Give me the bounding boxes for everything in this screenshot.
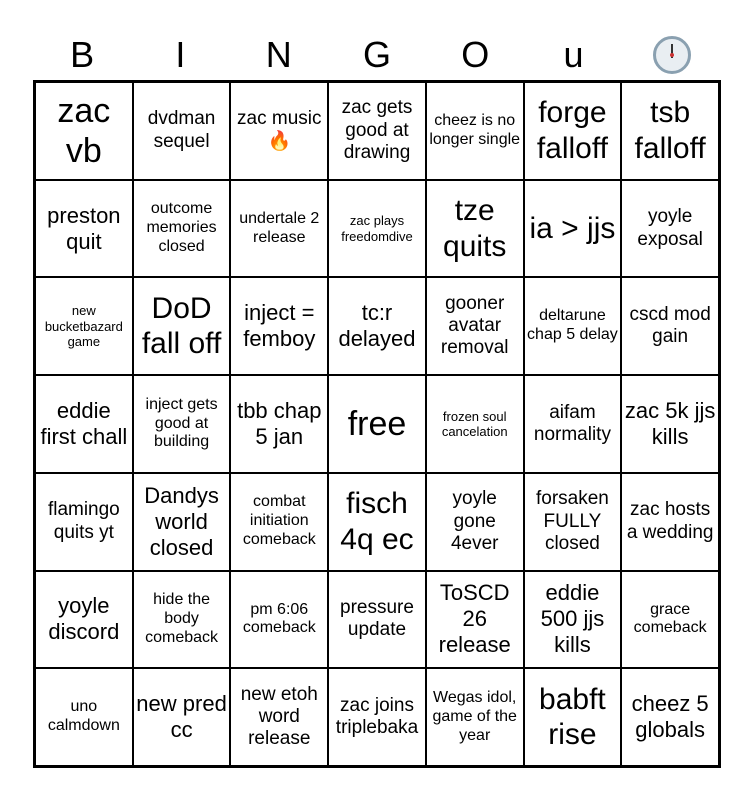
bingo-cell[interactable]	[328, 473, 426, 571]
bingo-cell-text: zac gets good at drawing	[341, 97, 413, 164]
bingo-cell[interactable]	[230, 473, 328, 571]
bingo-cell-text: zac 5k jjs kills	[624, 398, 716, 449]
header-letter-n: N	[265, 34, 292, 75]
bingo-cell-text: grace comeback	[633, 600, 707, 637]
bingo-cell-text: inject = femboy	[243, 300, 316, 352]
bingo-cell[interactable]	[524, 180, 622, 278]
bingo-cell-text: frozen soul cancelation	[441, 408, 508, 439]
bingo-cell-text: aifam normality	[533, 401, 611, 445]
bingo-cell-text: babft rise	[539, 682, 606, 752]
bingo-cell[interactable]	[426, 668, 524, 766]
bingo-cell[interactable]	[621, 668, 719, 766]
bingo-cell-text: dvdman sequel	[147, 108, 216, 152]
bingo-cell[interactable]	[230, 571, 328, 669]
bingo-cell[interactable]	[621, 375, 719, 473]
bingo-cell[interactable]	[524, 82, 622, 180]
bingo-cell[interactable]	[328, 277, 426, 375]
bingo-cell[interactable]	[328, 571, 426, 669]
bingo-cell[interactable]	[230, 180, 328, 278]
bingo-cell-text: forsaken FULLY closed	[535, 488, 609, 554]
bingo-cell-text: flamingo quits yt	[47, 499, 120, 543]
bingo-cell-text: combat initiation comeback	[242, 493, 316, 549]
bingo-cell[interactable]	[230, 668, 328, 766]
bingo-cell[interactable]	[230, 82, 328, 180]
bingo-cell[interactable]	[230, 277, 328, 375]
bingo-cell[interactable]	[524, 473, 622, 571]
bingo-cell-text: yoyle discord	[48, 593, 120, 645]
bingo-cell[interactable]	[426, 277, 524, 375]
header-letter-g: G	[362, 34, 391, 75]
bingo-cell[interactable]	[35, 277, 133, 375]
header-letter-u: u	[563, 34, 584, 75]
bingo-cell[interactable]	[621, 571, 719, 669]
bingo-cell[interactable]	[133, 668, 231, 766]
bingo-cell[interactable]	[426, 375, 524, 473]
bingo-cell-text: zac music 🔥	[237, 108, 322, 152]
bingo-cell-text: fisch 4q ec	[340, 487, 414, 556]
bingo-cell-text: forge falloff	[536, 96, 608, 165]
bingo-cell[interactable]	[35, 82, 133, 180]
bingo-cell-free[interactable]	[328, 375, 426, 473]
bingo-cell-text: outcome memories closed	[146, 200, 217, 255]
bingo-cell-text: new bucketbazard game	[44, 303, 123, 349]
bingo-cell-text: zac plays freedomdive	[341, 213, 413, 244]
bingo-cell[interactable]	[133, 571, 231, 669]
bingo-cell[interactable]	[524, 571, 622, 669]
bingo-cell[interactable]	[133, 180, 231, 278]
bingo-cell-text: pressure update	[340, 597, 414, 641]
bingo-cell-text: tsb falloff	[634, 96, 706, 165]
bingo-cell-text: new pred cc	[136, 691, 227, 743]
bingo-cell[interactable]	[426, 180, 524, 278]
bingo-cell[interactable]	[133, 277, 231, 375]
bingo-cell[interactable]	[35, 571, 133, 669]
bingo-cell-text: yoyle gone 4ever	[450, 488, 499, 554]
bingo-cell[interactable]	[133, 375, 231, 473]
bingo-cell[interactable]	[524, 375, 622, 473]
bingo-cell-text: zac hosts a wedding	[626, 499, 714, 543]
bingo-cell[interactable]	[426, 571, 524, 669]
bingo-cell[interactable]	[621, 82, 719, 180]
bingo-cell-text: free	[347, 404, 407, 443]
bingo-cell-text: yoyle exposal	[637, 206, 703, 250]
bingo-cell-text: DoD fall off	[141, 291, 222, 361]
bingo-cell-text: undertale 2 release	[239, 209, 320, 246]
bingo-grid	[33, 80, 721, 768]
bingo-cell[interactable]	[133, 82, 231, 180]
bingo-cell-text: cheez is no longer single	[429, 111, 521, 148]
bingo-cell-text: Dandys world closed	[144, 482, 219, 560]
bingo-cell[interactable]	[621, 180, 719, 278]
bingo-cell-text: new etoh word release	[240, 683, 318, 750]
bingo-cell-text: cscd mod gain	[629, 303, 711, 348]
header-letter-b: B	[70, 34, 95, 75]
bingo-cell-text: Wegas idol, game of the year	[432, 688, 517, 744]
bingo-cell-text: inject gets good at building	[145, 395, 218, 451]
header-clock-cell	[623, 30, 721, 80]
bingo-cell[interactable]	[230, 375, 328, 473]
bingo-cell[interactable]	[328, 82, 426, 180]
clock-icon	[653, 36, 691, 74]
bingo-cell-text: gooner avatar removal	[440, 292, 509, 359]
bingo-cell[interactable]	[426, 82, 524, 180]
bingo-cell[interactable]	[35, 180, 133, 278]
bingo-cell-text: pm 6:06 comeback	[242, 600, 316, 637]
bingo-cell-text: ia > jjs	[529, 211, 616, 245]
bingo-cell-text: tbb chap 5 jan	[237, 398, 322, 449]
bingo-cell[interactable]	[133, 473, 231, 571]
bingo-cell-text: cheez 5 globals	[631, 691, 709, 743]
bingo-cell[interactable]	[35, 375, 133, 473]
bingo-header	[33, 30, 721, 80]
bingo-cell[interactable]	[328, 668, 426, 766]
bingo-cell-text: eddie first chall	[40, 398, 128, 449]
bingo-cell[interactable]	[35, 668, 133, 766]
bingo-cell-text: deltarune chap 5 delay	[527, 307, 618, 344]
header-letter-i: I	[175, 34, 186, 75]
bingo-cell-text: ToSCD 26 release	[438, 580, 511, 658]
bingo-cell-text: uno calmdown	[47, 698, 120, 735]
bingo-cell[interactable]	[621, 473, 719, 571]
bingo-cell-text: eddie 500 jjs kills	[540, 580, 605, 658]
bingo-cell-text: zac joins triplebaka	[335, 694, 419, 739]
bingo-cell[interactable]	[328, 180, 426, 278]
bingo-cell-text: preston quit	[47, 202, 121, 254]
bingo-cell-text: tc:r delayed	[338, 300, 416, 352]
bingo-cell[interactable]	[621, 277, 719, 375]
bingo-cell[interactable]	[35, 473, 133, 571]
header-letter-o: O	[461, 34, 490, 75]
bingo-cell[interactable]	[524, 668, 622, 766]
bingo-cell[interactable]	[426, 473, 524, 571]
bingo-cell-text: tze quits	[443, 194, 507, 263]
bingo-cell-text: hide the body comeback	[145, 591, 219, 646]
bingo-cell-text: zac vb	[57, 91, 111, 170]
bingo-cell[interactable]	[524, 277, 622, 375]
